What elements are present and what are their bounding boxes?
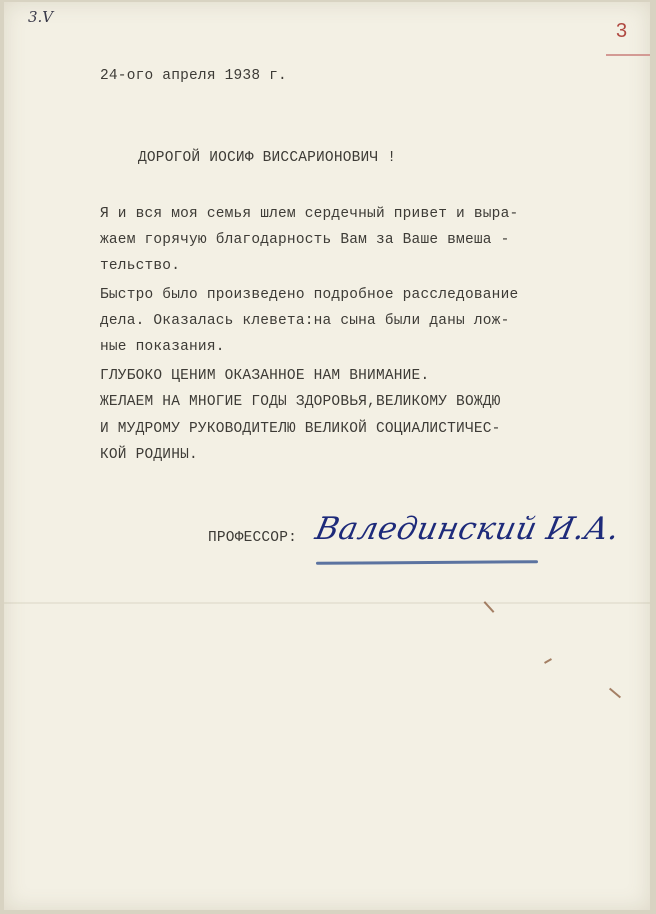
- body-line: тельство.: [100, 258, 181, 274]
- signature-underline: [316, 560, 538, 565]
- body-line: ные показания.: [100, 339, 225, 355]
- body-line: Я и вся моя семья шлем сердечный привет и выра-: [100, 206, 519, 222]
- signature-label: ПРОФЕССОР:: [208, 530, 298, 546]
- folio-number: 3: [616, 20, 628, 42]
- body-line: ГЛУБОКО ЦЕНИМ ОКАЗАННОЕ НАМ ВНИМАНИЕ.: [100, 368, 430, 384]
- letter-date: 24-ого апреля 1938 г.: [100, 68, 287, 84]
- body-line: И МУДРОМУ РУКОВОДИТЕЛЮ ВЕЛИКОЙ СОЦИАЛИСТИЧЕС-: [100, 421, 501, 437]
- paper-mark: [544, 658, 552, 664]
- body-line: Быстро было произведено подробное расследование: [100, 287, 519, 303]
- body-line: дела. Оказалась клевета:на сына были даны лож-: [100, 313, 510, 329]
- body-line: ЖЕЛАЕМ НА МНОГИЕ ГОДЫ ЗДОРОВЬЯ,ВЕЛИКОМУ ВОЖДЮ: [100, 394, 501, 410]
- body-line: КОЙ РОДИНЫ.: [100, 447, 198, 463]
- folio-underline: [606, 54, 650, 56]
- archive-corner-mark: 3.V: [28, 8, 54, 26]
- handwritten-signature: Валединский И.А.: [312, 511, 624, 547]
- letter-page: [4, 2, 650, 910]
- paper-mark: [609, 688, 621, 699]
- paper-fold: [4, 602, 650, 604]
- letter-salutation: ДОРОГОЙ ИОСИФ ВИССАРИОНОВИЧ !: [138, 150, 397, 166]
- body-line: жаем горячую благодарность Вам за Ваше вмеша -: [100, 232, 510, 248]
